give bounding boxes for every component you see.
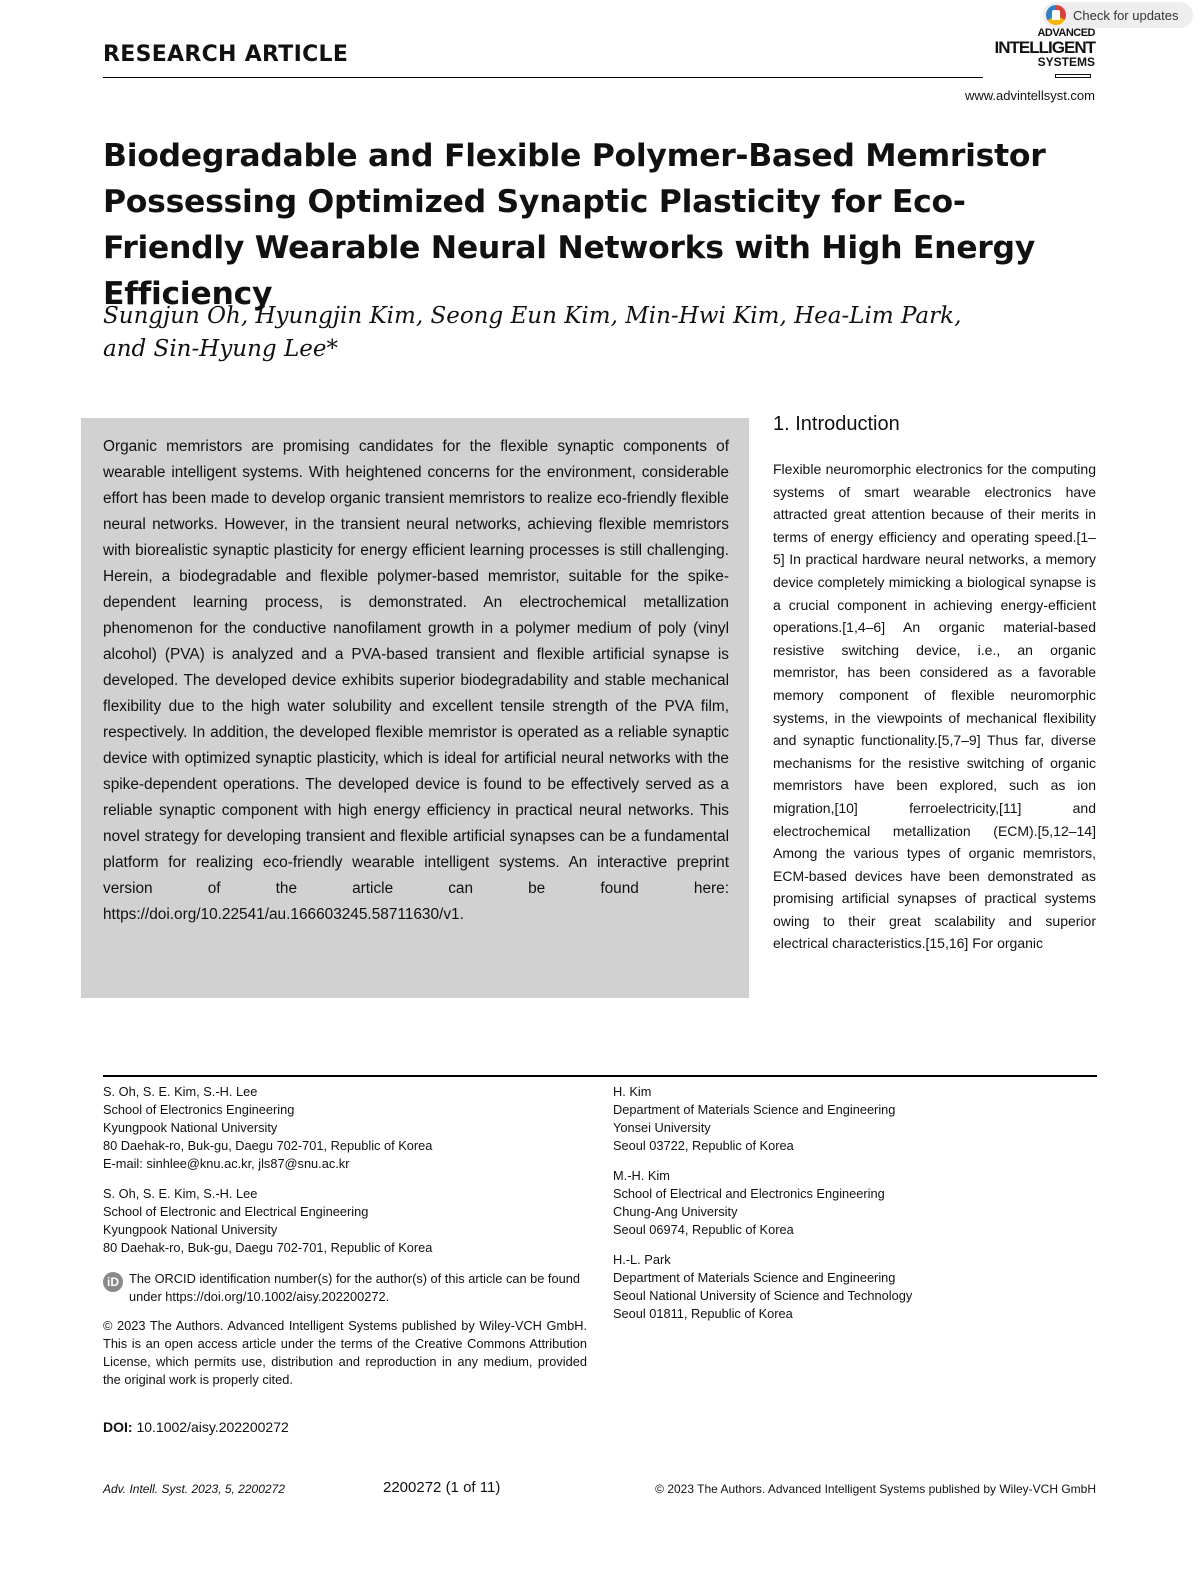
footer-copyright: © 2023 The Authors. Advanced Intelligent Systems published by Wiley-VCH GmbH [655, 1482, 1096, 1496]
affiliation-line: Department of Materials Science and Engineering [613, 1102, 896, 1117]
affiliation-line: School of Electronic and Electrical Engineering [103, 1204, 369, 1219]
footer-citation: Adv. Intell. Syst. 2023, 5, 2200272 [103, 1482, 285, 1496]
header-rule [103, 77, 983, 78]
article-title: Biodegradable and Flexible Polymer-Based Memristor Possessing Optimized Synaptic Plasticity for Eco-Friendly Wearable Neural Networks with High Energy Efficiency [103, 138, 1046, 312]
footer-page-number: 2200272 (1 of 11) [383, 1479, 501, 1496]
affiliation-line: H. Kim [613, 1084, 652, 1099]
doi-line [103, 1419, 289, 1435]
logo-bar [1055, 74, 1091, 78]
journal-logo [993, 28, 1095, 78]
affiliation-line: Yonsei University [613, 1120, 711, 1135]
affiliation-line: Department of Materials Science and Engineering [613, 1270, 896, 1285]
affiliation-block-4 [613, 1167, 885, 1239]
doi-label: DOI: [103, 1419, 133, 1435]
license-note: © 2023 The Authors. Advanced Intelligent Systems published by Wiley-VCH GmbH. This is an open access article under the terms of the Creative Commons Attribution License, which permits use, distribution and reproduction in any medium, provided the original work is properly cited. [103, 1318, 587, 1387]
footnote-rule [103, 1075, 1097, 1077]
abstract-text: Organic memristors are promising candidates for the flexible synaptic components of wearable intelligent systems. With heightened concerns for the environment, considerable effort has been made to develop organic transient memristors to realize eco-friendly flexible neural networks. However, in the transient neural networks, achieving flexible memristors with biorealistic synaptic plasticity for energy efficient learning processes is still challenging. Herein, a biodegradable and flexible polymer-based memristor, suitable for the spike-dependent learning process, is demonstrated. An electrochemical metallization phenomenon for the conductive nanofilament growth in a polymer medium of poly (vinyl alcohol) (PVA) is analyzed and a PVA-based transient and flexible artificial synapse is developed. The developed device exhibits superior biodegradability and stable mechanical flexibility due to the high water solubility and excellent tensile strength of the PVA film, respectively. In addition, the developed flexible memristor is operated as a reliable synaptic device with optimized synaptic plasticity, which is ideal for artificial neural networks with the spike-dependent operations. The developed device is found to be effectively served as a reliable synaptic component with high energy efficiency in practical neural networks. This novel strategy for developing transient and flexible artificial synapses can be a fundamental platform for realizing eco-friendly wearable intelligent systems. An interactive preprint version of the article can be found here: https://doi.org/10.22541/au.166603245.58711630/v1. [103, 438, 729, 923]
affiliation-line: S. Oh, S. E. Kim, S.-H. Lee [103, 1186, 258, 1201]
affiliation-block-3 [613, 1083, 895, 1155]
check-for-updates-label: Check for updates [1073, 7, 1179, 23]
introduction-heading: 1. Introduction [773, 413, 900, 435]
affiliation-line: School of Electronics Engineering [103, 1102, 295, 1117]
crossmark-icon [1046, 5, 1066, 25]
affiliation-line: Seoul 01811, Republic of Korea [613, 1306, 793, 1321]
orcid-icon: iD [103, 1272, 123, 1292]
affiliation-line: M.-H. Kim [613, 1168, 670, 1183]
affiliation-line: Seoul National University of Science and Technology [613, 1288, 913, 1303]
author-list: Sungjun Oh, Hyungjin Kim, Seong Eun Kim, Min-Hwi Kim, Hea-Lim Park, and Sin-Hyung Lee* [103, 303, 962, 362]
affiliation-line: H.-L. Park [613, 1252, 671, 1267]
affiliation-line: Seoul 03722, Republic of Korea [613, 1138, 794, 1153]
logo-line-1: ADVANCED [1037, 27, 1095, 39]
affiliation-line: Kyungpook National University [103, 1222, 278, 1237]
affiliation-email[interactable]: E-mail: sinhlee@knu.ac.kr, jls87@snu.ac.kr [103, 1156, 350, 1171]
orcid-note [103, 1270, 587, 1306]
introduction-text: Flexible neuromorphic electronics for the computing systems of smart wearable electronics have attracted great attention because of their merits in terms of energy efficiency and operating speed.[1–5] In practical hardware neural networks, a memory device completely mimicking a biological synapse is a crucial component in achieving energy-efficient operations.[1,4–6] An organic material-based resistive switching device, i.e., an organic memristor, has been considered as a favorable memory component of flexible neuromorphic systems, in the viewpoints of mechanical flexibility and synaptic functionality.[5,7–9] Thus far, diverse mechanisms for the resistive switching of organic memristors have been explored, such as ion migration,[10] ferroelectricity,[11] and electrochemical metallization (ECM).[5,12–14] Among the various types of organic memristors, ECM-based devices have been demonstrated as promising artificial synapses of practical systems owing to their great scalability and superior electrical characteristics.[15,16] For organic [773, 461, 1096, 952]
logo-line-3: SYSTEMS [1037, 55, 1095, 69]
affiliation-line: Chung-Ang University [613, 1204, 738, 1219]
abstract-box [81, 418, 749, 998]
affiliation-line: School of Electrical and Electronics Engineering [613, 1186, 885, 1201]
doi-link[interactable]: 10.1002/aisy.202200272 [136, 1419, 289, 1435]
check-for-updates-button[interactable] [1043, 2, 1193, 28]
journal-website-link[interactable]: www.advintellsyst.com [964, 88, 1095, 103]
affiliation-line: 80 Daehak-ro, Buk-gu, Daegu 702-701, Republic of Korea [103, 1138, 433, 1153]
affiliation-block-1 [103, 1083, 432, 1173]
affiliation-line: S. Oh, S. E. Kim, S.-H. Lee [103, 1084, 258, 1099]
affiliation-block-5 [613, 1251, 912, 1323]
affiliation-line: Seoul 06974, Republic of Korea [613, 1222, 794, 1237]
orcid-text[interactable]: The ORCID identification number(s) for the author(s) of this article can be found under https://doi.org/10.1002/aisy.202200272. [129, 1271, 580, 1304]
section-label: RESEARCH ARTICLE [103, 42, 349, 67]
affiliation-line: Kyungpook National University [103, 1120, 278, 1135]
affiliation-block-2 [103, 1185, 432, 1257]
logo-line-2: INTELLIGENT [994, 38, 1095, 57]
affiliation-line: 80 Daehak-ro, Buk-gu, Daegu 702-701, Republic of Korea [103, 1240, 433, 1255]
